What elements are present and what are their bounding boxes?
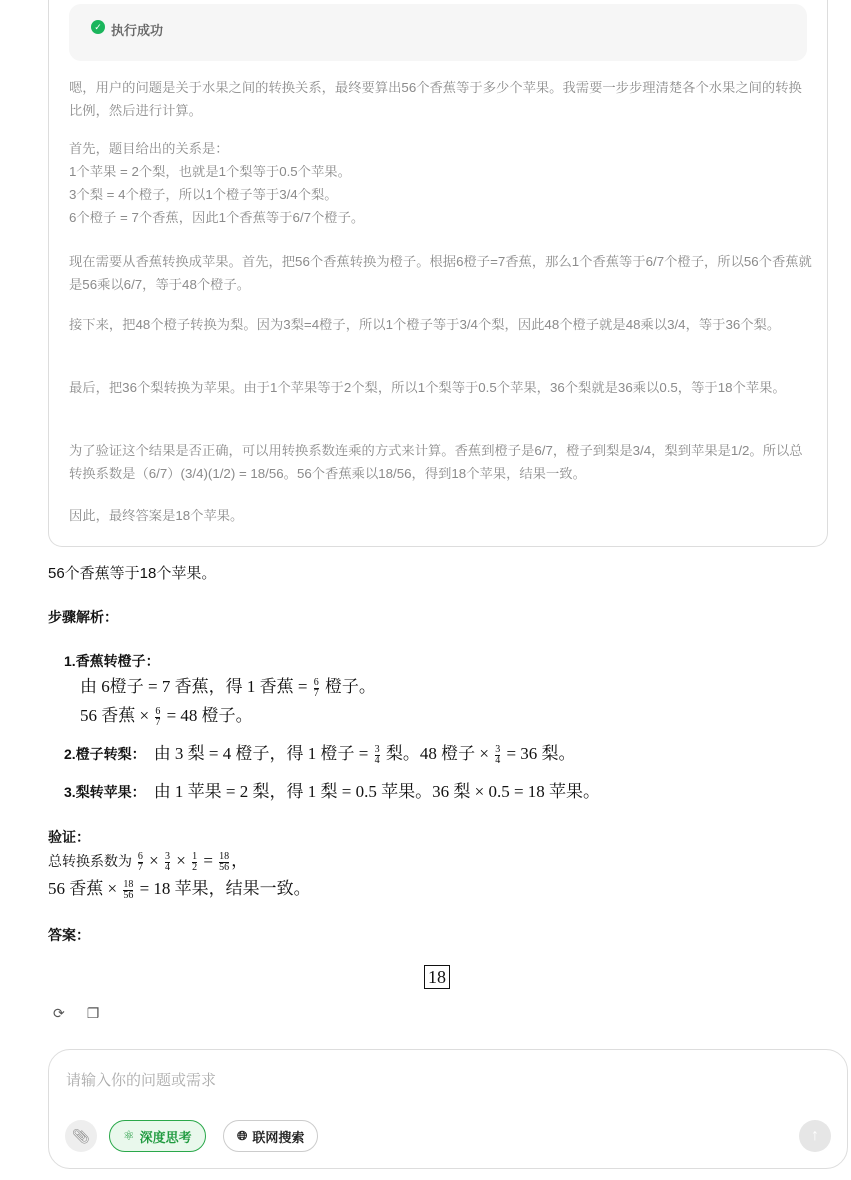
thinking-line: 最后，把36个梨转换为苹果。由于1个苹果等于2个梨，所以1个梨等于0.5个苹果，36个梨就是36乘以0.5，等于18个苹果。: [69, 380, 786, 395]
thinking-paragraph: [69, 76, 814, 122]
step-number: 3.: [64, 784, 76, 800]
globe-icon: 🌐︎: [237, 1128, 248, 1143]
denominator: 56: [219, 861, 230, 873]
denominator: 4: [164, 861, 170, 873]
math-text: ×: [171, 851, 191, 870]
math-line: [48, 850, 249, 873]
step-number: 1.: [64, 653, 76, 669]
numerator: 3: [164, 850, 170, 862]
math-text: 梨。48 橙子 ×: [381, 744, 494, 763]
fraction: [375, 745, 380, 766]
thinking-paragraph: [69, 137, 814, 229]
numerator: 3: [495, 743, 501, 755]
send-button[interactable]: [799, 1120, 831, 1152]
numerator: 6: [137, 850, 143, 862]
thinking-line: 首先，题目给出的关系是：: [69, 141, 229, 156]
math-line: [80, 676, 376, 699]
fraction: [495, 745, 500, 766]
math-text: ，: [231, 851, 249, 870]
web-search-toggle[interactable]: [223, 1120, 318, 1152]
thinking-panel: [48, 0, 828, 547]
step-title: 香蕉转橙子：: [75, 653, 160, 669]
atom-icon: ⚛: [123, 1128, 135, 1143]
math-text: 由 6橙子 = 7 香蕉，得 1 香蕉 =: [80, 677, 312, 696]
fraction: [219, 852, 229, 873]
numerator: 6: [155, 705, 161, 717]
final-answer: [424, 965, 450, 989]
thinking-paragraph: [69, 504, 814, 527]
math-text: 由 1 苹果 = 2 梨，得 1 梨 = 0.5 苹果。36 梨 × 0.5 = 18 苹果。: [153, 782, 601, 801]
regenerate-icon[interactable]: ⟳: [53, 1005, 65, 1021]
thinking-line: 6个橙子 = 7个香蕉，因此1个香蕉等于6/7个橙子。: [69, 210, 365, 225]
fraction: [314, 678, 319, 699]
arrow-up-icon: ↑: [811, 1127, 819, 1144]
denominator: 7: [137, 861, 143, 873]
step-item: [64, 650, 160, 672]
thinking-line: 现在需要从香蕉转换成苹果。首先，把56个香蕉转换为橙子。根据6橙子=7香蕉，那么1个香蕉等于6/7个橙子，所以56个香蕉就是56乘以6/7，等于48个橙子。: [69, 254, 812, 292]
math-line: [154, 782, 600, 801]
denominator: 56: [123, 889, 134, 901]
thinking-paragraph: [69, 439, 814, 485]
boxed-answer: 18: [424, 965, 450, 989]
numerator: 18: [123, 878, 134, 890]
math-text: =: [199, 851, 218, 870]
numerator: 6: [313, 676, 319, 688]
math-text: = 36 梨。: [502, 744, 576, 763]
numerator: 1: [192, 850, 198, 862]
verify-heading: 验证：: [48, 829, 90, 845]
deep-think-toggle[interactable]: [109, 1120, 206, 1152]
denominator: 2: [192, 861, 198, 873]
math-line: [48, 878, 311, 901]
fraction: [138, 852, 143, 873]
math-line: [80, 705, 253, 728]
math-line: [153, 743, 576, 766]
step-line: [80, 676, 376, 699]
denominator: 4: [495, 754, 501, 766]
thinking-line: 因此，最终答案是18个苹果。: [69, 508, 244, 523]
fraction: [155, 707, 160, 728]
answer-heading: 答案：: [48, 927, 90, 943]
status-label: 执行成功: [111, 23, 164, 38]
thinking-paragraph: [69, 250, 814, 296]
math-text: 56 香蕉 ×: [48, 879, 122, 898]
thinking-line: 嗯，用户的问题是关于水果之间的转换关系，最终要算出56个香蕉等于多少个苹果。我需要一步步理清楚各个水果之间的转换比例，然后进行计算。: [69, 80, 802, 118]
math-text: ×: [144, 851, 163, 870]
denominator: 7: [313, 687, 319, 699]
fraction: [123, 880, 133, 901]
step-title: 橙子转梨：: [75, 746, 146, 762]
deep-think-label: 深度思考: [139, 1129, 192, 1145]
web-search-label: 联网搜索: [252, 1129, 305, 1145]
verify-line: [48, 850, 248, 873]
execution-status: [69, 4, 807, 61]
denominator: 7: [155, 716, 161, 728]
thinking-line: 为了验证这个结果是否正确，可以用转换系数连乘的方式来计算。香蕉到橙子是6/7，橙子到梨是3/4，梨到苹果是1/2。所以总转换系数是（6/7）(3/4)(1/2) = 18/56。56个香蕉乘以18/56，得到18个苹果，结果一致。: [69, 443, 803, 481]
composer: [48, 1049, 848, 1169]
math-text: 56 香蕉 ×: [80, 706, 154, 725]
thinking-line: 3个梨 = 4个橙子，所以1个橙子等于3/4个梨。: [69, 187, 338, 202]
math-text: = 48 橙子。: [162, 706, 253, 725]
steps-heading: 步骤解析：: [48, 609, 118, 625]
denominator: 4: [374, 754, 380, 766]
math-text: 由 3 梨 = 4 橙子，得 1 橙子 =: [153, 744, 373, 763]
thinking-line: 接下来，把48个橙子转换为梨。因为3梨=4橙子，所以1个橙子等于3/4个梨，因此48个橙子就是48乘以3/4，等于36个梨。: [69, 317, 781, 332]
thinking-paragraph: [69, 376, 814, 399]
question-input[interactable]: 请输入你的问题或需求: [66, 1072, 217, 1089]
attach-button[interactable]: [65, 1120, 97, 1152]
thinking-paragraph: [69, 313, 814, 336]
step-item: [64, 743, 576, 766]
step-line: [80, 705, 253, 728]
numerator: 18: [219, 850, 230, 862]
step-item: [64, 781, 600, 803]
check-circle-icon: ✓: [91, 20, 105, 34]
message-actions: [53, 1005, 99, 1022]
math-text: = 18 苹果，结果一致。: [135, 879, 311, 898]
paperclip-icon: 📎︎: [72, 1127, 90, 1144]
step-number: 2.: [64, 746, 76, 762]
thinking-line: 1个苹果 = 2个梨，也就是1个梨等于0.5个苹果。: [69, 164, 351, 179]
copy-icon[interactable]: ❐: [86, 1005, 100, 1021]
answer-summary: 56个香蕉等于18个苹果。: [48, 565, 217, 582]
verify-line: [48, 878, 311, 901]
step-title: 梨转苹果：: [75, 784, 146, 800]
math-text: 橙子。: [320, 677, 376, 696]
fraction: [165, 852, 170, 873]
numerator: 3: [374, 743, 380, 755]
math-text: 总转换系数为: [48, 853, 136, 869]
fraction: [192, 852, 197, 873]
